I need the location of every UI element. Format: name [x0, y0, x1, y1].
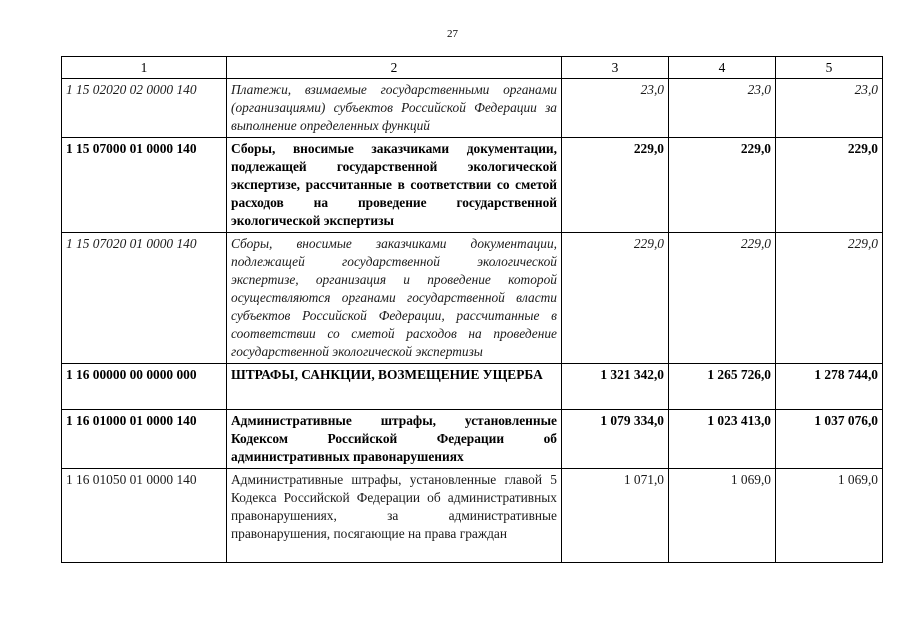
table-row: [62, 233, 883, 364]
row-value-col5: 23,0: [776, 79, 883, 138]
row-value-col3: 229,0: [562, 233, 669, 364]
row-code: 1 16 00000 00 0000 000: [62, 364, 227, 410]
row-name: ШТРАФЫ, САНКЦИИ, ВОЗМЕЩЕНИЕ УЩЕРБА: [227, 364, 562, 410]
page-number: 27: [447, 28, 458, 40]
row-value-col3: 1 321 342,0: [562, 364, 669, 410]
row-value-col5: 1 037 076,0: [776, 410, 883, 469]
row-value-col3: 1 079 334,0: [562, 410, 669, 469]
row-code: 1 15 07020 01 0000 140: [62, 233, 227, 364]
row-name: Сборы, вносимые заказчиками документации, подлежащей государственной экологической экспертизе, рассчитанные в соответствии со сметой расходов на проведение государственной экологической экспертизы: [227, 138, 562, 233]
row-name: Административные штрафы, установленные Кодексом Российской Федерации об административных правонарушениях: [227, 410, 562, 469]
table-row: [62, 138, 883, 233]
row-value-col3: 1 071,0: [562, 469, 669, 563]
column-header-1: 1: [62, 57, 227, 79]
row-value-col4: 229,0: [669, 138, 776, 233]
row-code: 1 15 07000 01 0000 140: [62, 138, 227, 233]
table-body: [62, 79, 883, 563]
row-value-col3: 229,0: [562, 138, 669, 233]
row-value-col4: 23,0: [669, 79, 776, 138]
column-header-3: 3: [562, 57, 669, 79]
row-code: 1 16 01000 01 0000 140: [62, 410, 227, 469]
table-row: [62, 469, 883, 563]
row-value-col5: 229,0: [776, 233, 883, 364]
row-value-col5: 229,0: [776, 138, 883, 233]
row-value-col5: 1 069,0: [776, 469, 883, 563]
column-header-5: 5: [776, 57, 883, 79]
row-value-col4: 1 023 413,0: [669, 410, 776, 469]
table-row: [62, 79, 883, 138]
row-name: Платежи, взимаемые государственными органами (организациями) субъектов Российской Федерации за выполнение определенных функций: [227, 79, 562, 138]
column-header-4: 4: [669, 57, 776, 79]
row-name: Административные штрафы, установленные главой 5 Кодекса Российской Федерации об административных правонарушениях, за административные правонарушения, посягающие на права граждан: [227, 469, 562, 563]
row-value-col4: 1 265 726,0: [669, 364, 776, 410]
row-value-col4: 1 069,0: [669, 469, 776, 563]
row-value-col3: 23,0: [562, 79, 669, 138]
row-code: 1 15 02020 02 0000 140: [62, 79, 227, 138]
column-header-2: 2: [227, 57, 562, 79]
table-header-row: [62, 57, 883, 79]
budget-table: [61, 56, 883, 563]
table-row: [62, 410, 883, 469]
row-code: 1 16 01050 01 0000 140: [62, 469, 227, 563]
table-row: [62, 364, 883, 410]
row-value-col4: 229,0: [669, 233, 776, 364]
row-value-col5: 1 278 744,0: [776, 364, 883, 410]
row-name: Сборы, вносимые заказчиками документации, подлежащей государственной экологической экспертизе, организация и проведение которой осуществляются органами государственной власти субъектов Российской Федерации, рассчитанные в соответствии со сметой расходов на проведение государственной экологической экспертизы: [227, 233, 562, 364]
